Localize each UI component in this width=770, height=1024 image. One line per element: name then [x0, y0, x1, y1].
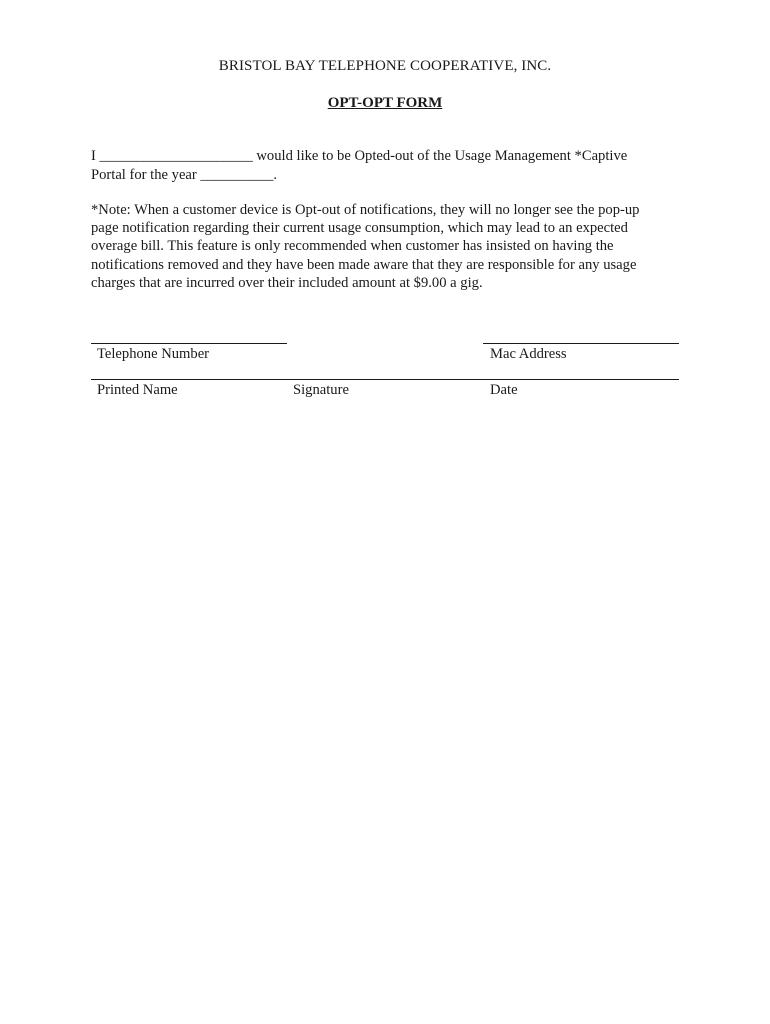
telephone-number-line: [91, 343, 287, 344]
telephone-number-label: Telephone Number: [97, 346, 210, 362]
signature-label: Signature: [293, 382, 349, 398]
mac-address-line: [483, 343, 679, 344]
opt-out-statement: I _____________________ would like to be Opted-out of the Usage Management *Captive Portal for the year __________.: [91, 148, 628, 183]
name-signature-date-line: [91, 379, 679, 380]
form-title: OPT-OPT FORM: [327, 95, 443, 111]
date-label: Date: [490, 382, 518, 398]
printed-name-label: Printed Name: [97, 382, 178, 398]
organization-name: BRISTOL BAY TELEPHONE COOPERATIVE, INC.: [218, 58, 552, 74]
mac-address-label: Mac Address: [490, 346, 567, 362]
opt-out-note: *Note: When a customer device is Opt-out of notifications, they will no longer see the pop-up page notification regarding their current usage consumption, which may lead to an expected overage bill. This feature is only recommended when customer has insisted on having the notifications removed and they have been made aware that they are responsible for any usage charges that are incurred over their included amount at $9.00 a gig.: [91, 202, 640, 291]
